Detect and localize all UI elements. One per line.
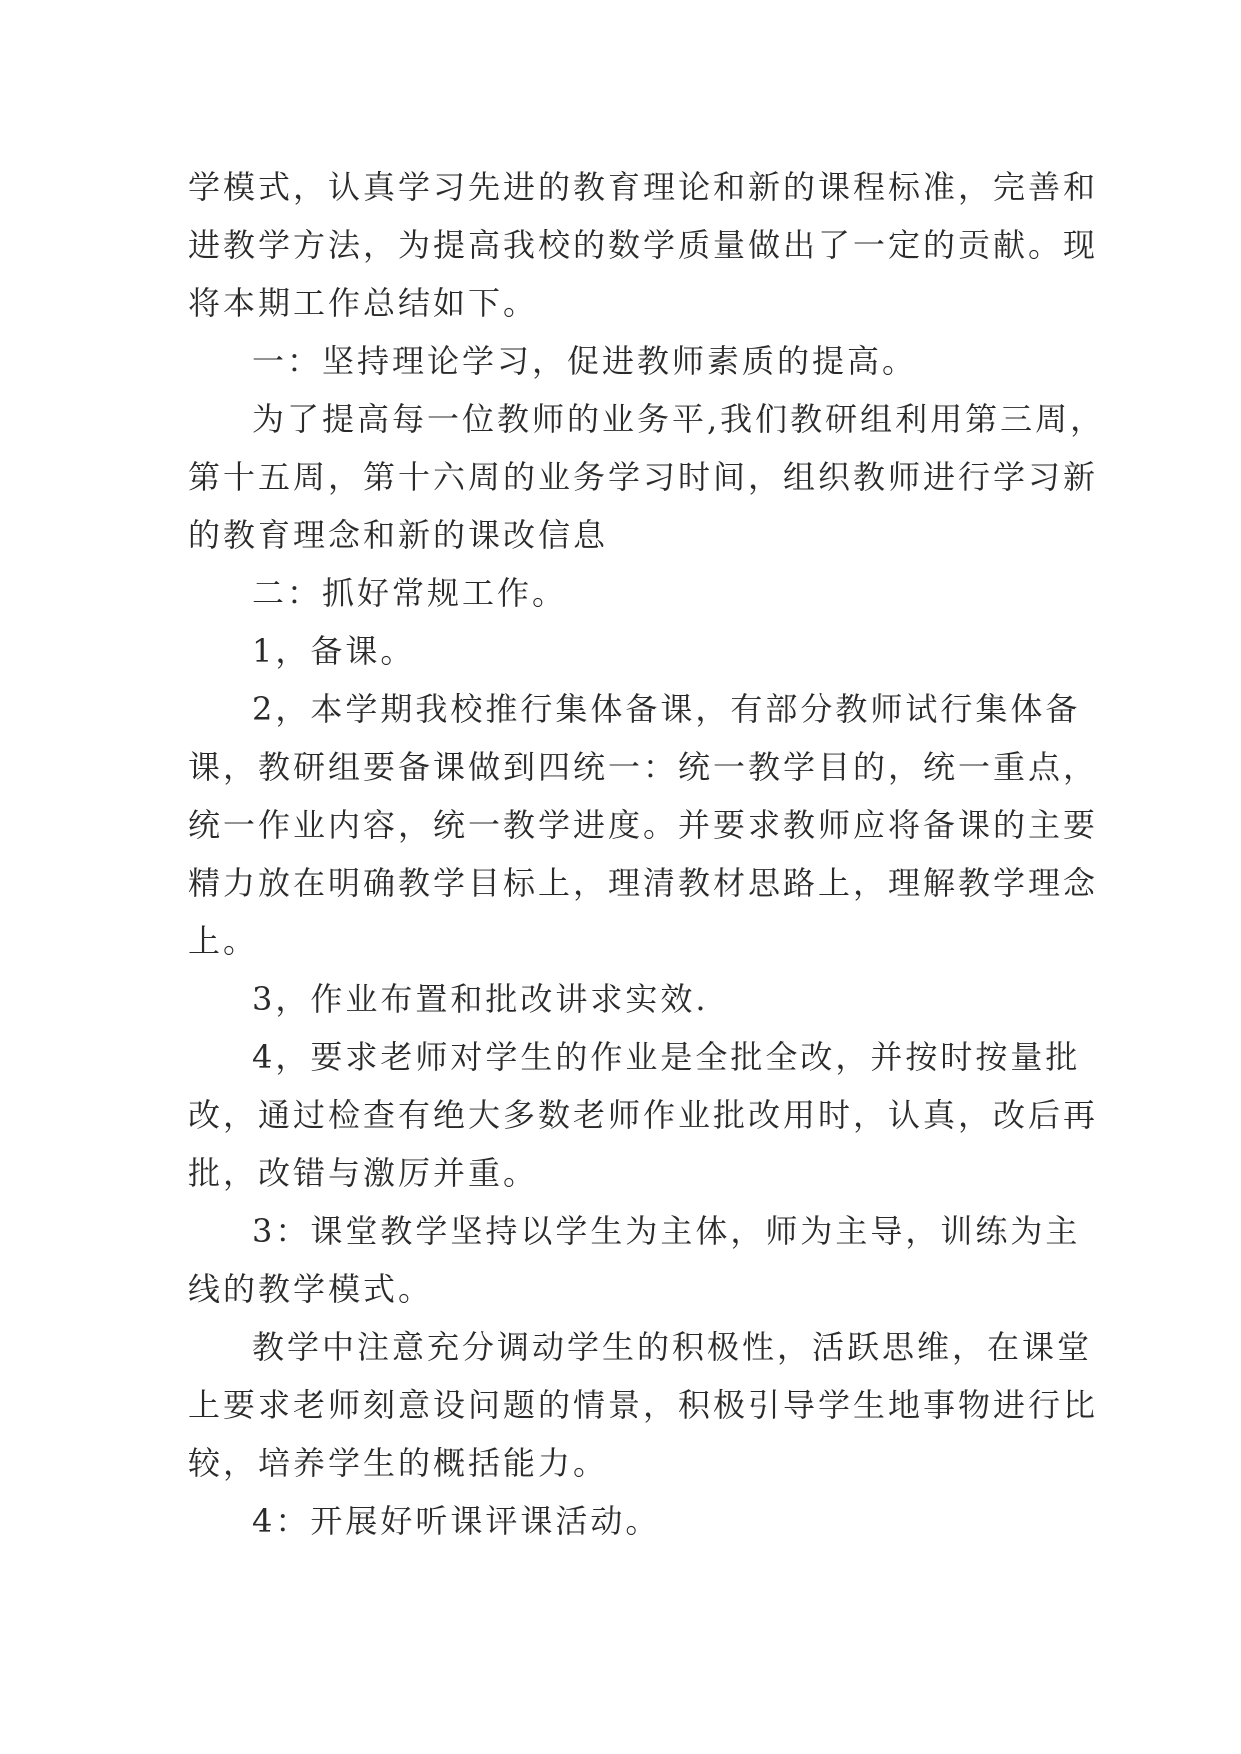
list-item-collective-prep: [188, 680, 1099, 970]
text-line: 精力放在明确教学目标上，理清教材思路上，理解教学理念: [188, 864, 1099, 902]
text-line: 1，备课。: [252, 632, 416, 670]
list-item-lesson-prep: [188, 622, 1068, 680]
section-heading-two: [188, 564, 1068, 622]
text-line: 批，改错与激厉并重。: [188, 1154, 539, 1192]
document-body: [188, 158, 1106, 1550]
text-line: 二：抓好常规工作。: [252, 574, 568, 612]
text-line: 4：开展好听课评课活动。: [252, 1502, 661, 1540]
text-line: 上。: [188, 922, 259, 960]
text-line: 3：课堂教学坚持以学生为主体，师为主导，训练为主: [252, 1212, 1081, 1250]
text-line: 2，本学期我校推行集体备课，有部分教师试行集体备: [252, 690, 1081, 728]
text-line: 一：坚持理论学习，促进教师素质的提高。: [252, 342, 918, 380]
text-line: 上要求老师刻意设问题的情景，积极引导学生地事物进行比: [188, 1386, 1099, 1424]
section-heading-four: [188, 1492, 1068, 1550]
text-line: 学模式，认真学习先进的教育理论和新的课程标准，完善和: [188, 168, 1099, 206]
paragraph-intro-continued: [188, 158, 1099, 332]
paragraph-theory-study: [188, 390, 1106, 564]
text-line: 为了提高每一位教师的业务平,我们教研组利用第三周，: [252, 400, 1106, 438]
text-line: 4，要求老师对学生的作业是全批全改，并按时按量批: [252, 1038, 1081, 1076]
text-line: 教学中注意充分调动学生的积极性，活跃思维，在课堂: [252, 1328, 1093, 1366]
text-line: 统一作业内容，统一教学进度。并要求教师应将备课的主要: [188, 806, 1099, 844]
text-line: 课，教研组要备课做到四统一：统一教学目的，统一重点，: [188, 748, 1099, 786]
text-line: 较，培养学生的概括能力。: [188, 1444, 609, 1482]
list-item-grading: [188, 1028, 1099, 1202]
paragraph-classroom-teaching: [188, 1318, 1099, 1492]
text-line: 3，作业布置和批改讲求实效.: [252, 980, 709, 1018]
text-line: 改，通过检查有绝大多数老师作业批改用时，认真，改后再: [188, 1096, 1099, 1134]
text-line: 线的教学模式。: [188, 1270, 434, 1308]
text-line: 将本期工作总结如下。: [188, 284, 539, 322]
text-line: 第十五周，第十六周的业务学习时间，组织教师进行学习新: [188, 458, 1099, 496]
text-line: 的教育理念和新的课改信息: [188, 516, 609, 554]
text-line: 进教学方法，为提高我校的数学质量做出了一定的贡献。现: [188, 226, 1099, 264]
section-heading-three: [188, 1202, 1081, 1318]
list-item-homework: [188, 970, 1068, 1028]
section-heading-one: [188, 332, 1068, 390]
